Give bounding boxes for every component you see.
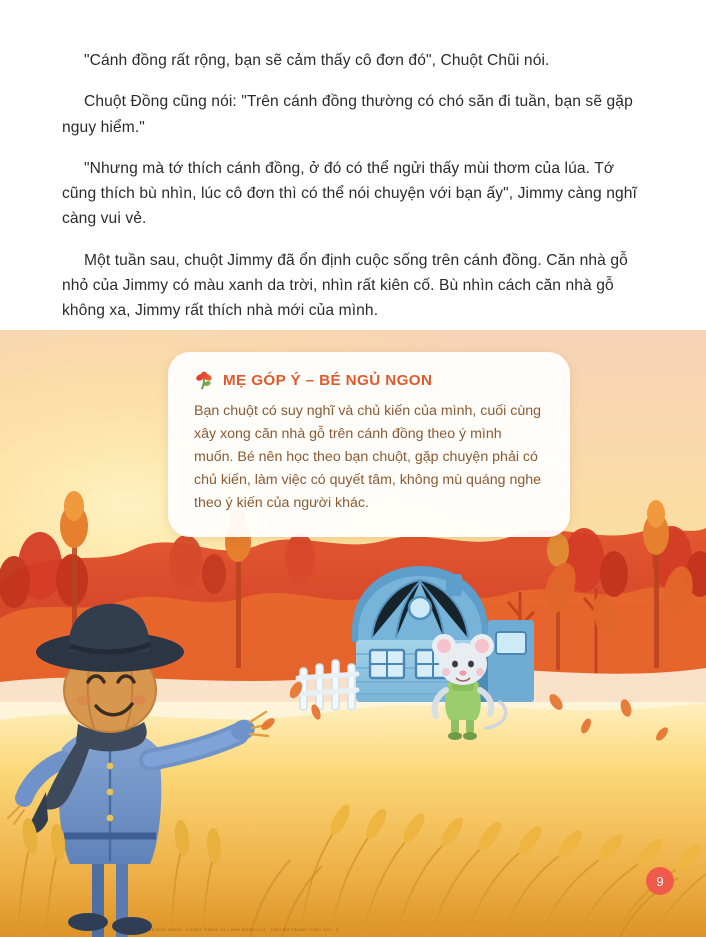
- page-number-badge: 9: [646, 867, 674, 895]
- flower-icon: [194, 370, 214, 390]
- parent-tip-card: [168, 352, 570, 537]
- paragraph-1: "Cánh đồng rất rộng, bạn sẽ cảm thấy cô đơn đó", Chuột Chũi nói.: [84, 52, 550, 69]
- tip-body: Bạn chuột có suy nghĩ và chủ kiến của mình, cuối cùng xây xong căn nhà gỗ trên cánh đồng theo ý mình muốn. Bé nên học theo bạn chuột, gặp chuyện phải có chủ kiến, làm việc có quyết tâm, không mù quáng nghe theo ý kiến của người khác.: [194, 403, 542, 511]
- paragraph-2: Chuột Đồng cũng nói: "Trên cánh đồng thường có chó săn đi tuần, bạn sẽ gặp nguy hiểm.": [62, 93, 633, 136]
- footer-micro-text: MẸ GÓP Ý – BÉ NGỦ NGON · CHUỘT JIMMY VÀ CÁNH ĐỒNG LÚA · TRUYỆN TRANH THIẾU NHI · 9: [120, 927, 339, 932]
- story-text: [62, 48, 652, 323]
- paragraph-3: "Nhưng mà tớ thích cánh đồng, ở đó có thể ngửi thấy mùi thơm của lúa. Tớ cũng thích bù nhìn, lúc cô đơn thì có thể nói chuyện với bạn ấy", Jimmy càng nghĩ càng vui vẻ.: [62, 159, 637, 228]
- tip-title: MẸ GÓP Ý – BÉ NGỦ NGON: [223, 371, 433, 389]
- tip-header: [194, 370, 544, 390]
- paragraph-4: Một tuần sau, chuột Jimmy đã ổn định cuộc sống trên cánh đồng. Căn nhà gỗ nhỏ của Jimmy có màu xanh da trời, nhìn rất kiên cố. Bù nhìn cách căn nhà gỗ không xa, Jimmy rất thích nhà mới của mình.: [62, 251, 628, 319]
